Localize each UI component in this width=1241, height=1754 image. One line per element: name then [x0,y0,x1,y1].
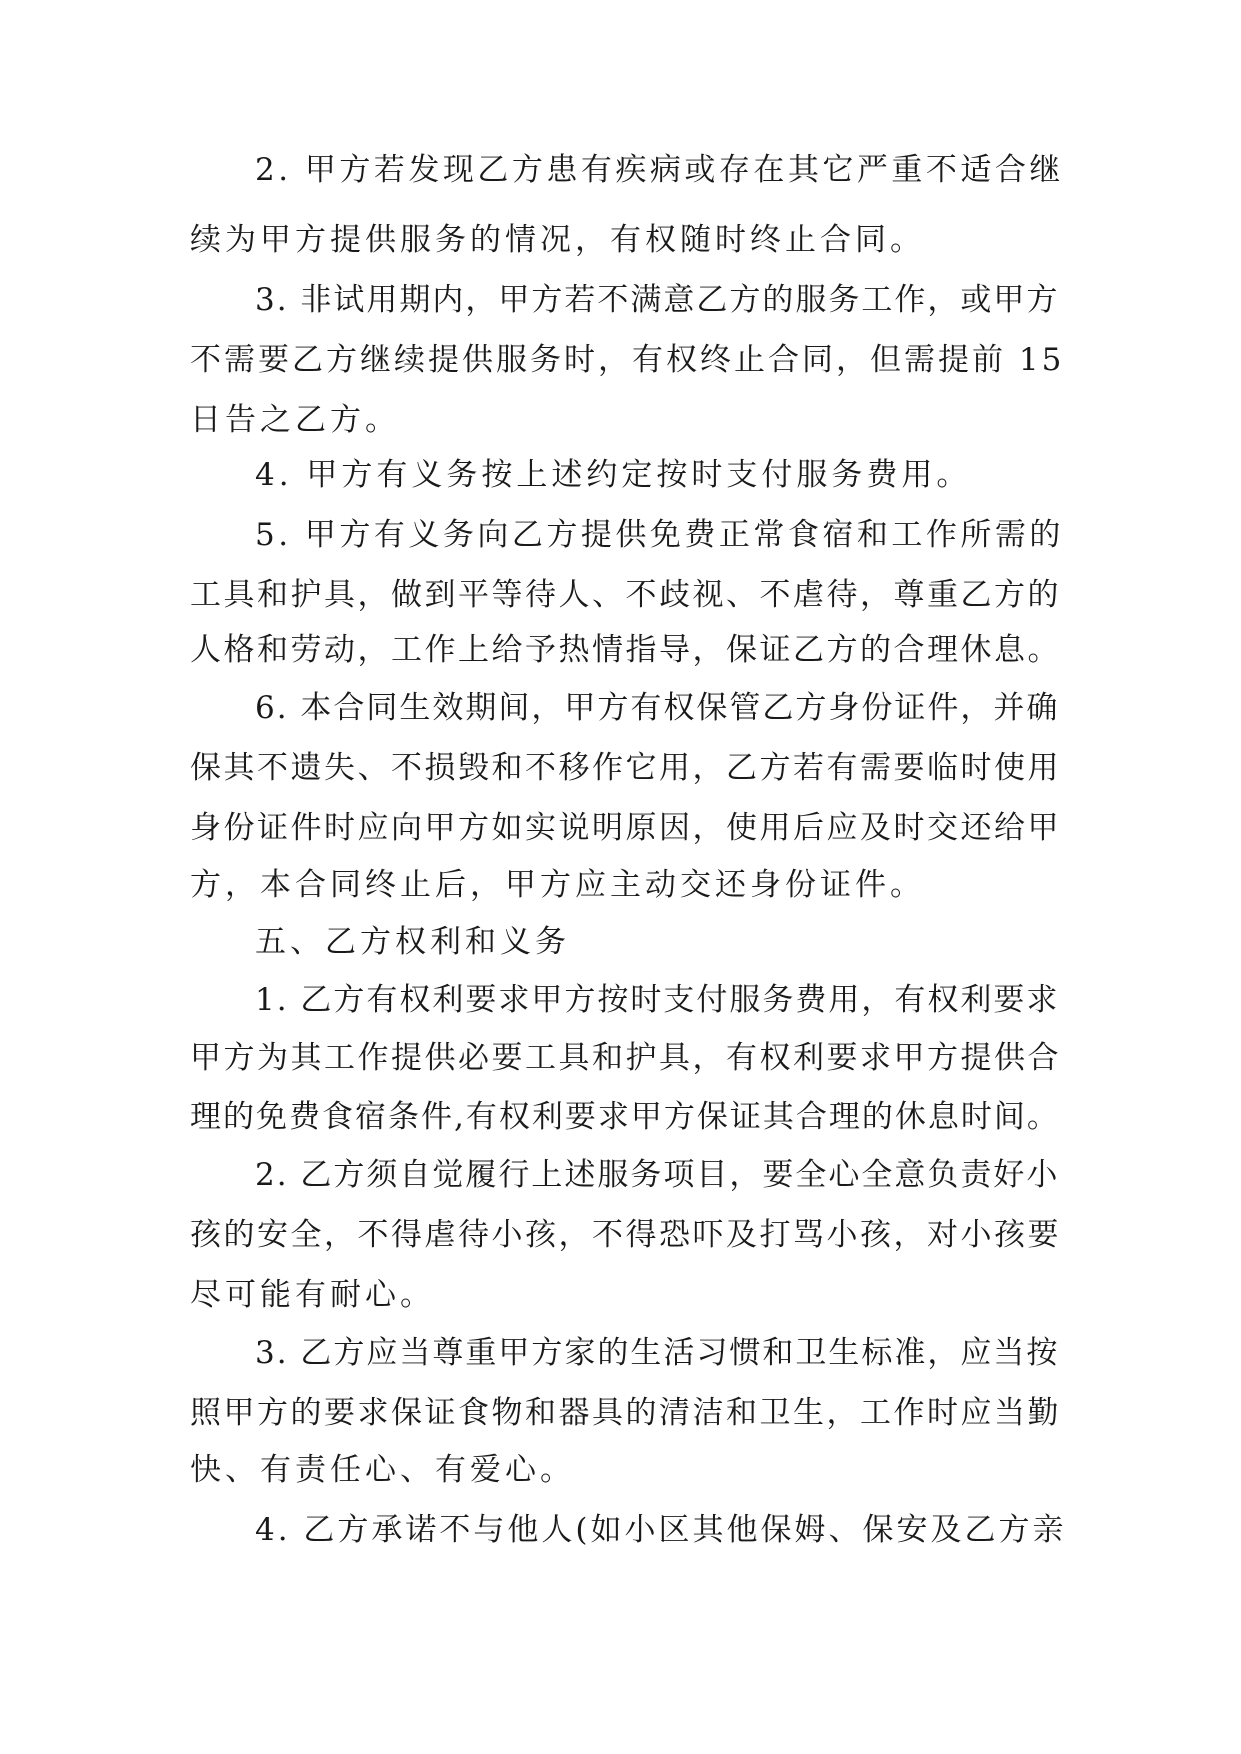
text-line: 3. 非试用期内，甲方若不满意乙方的服务工作，或甲方 [255,282,1060,318]
text-line: 孩的安全，不得虐待小孩，不得恐吓及打骂小孩，对小孩要 [190,1217,1061,1253]
text-line: 2. 甲方若发现乙方患有疾病或存在其它严重不适合继 [255,152,1064,188]
text-line: 5. 甲方有义务向乙方提供免费正常食宿和工作所需的 [255,517,1064,553]
text-line: 1. 乙方有权利要求甲方按时支付服务费用，有权利要求 [255,982,1060,1018]
text-line: 日告之乙方。 [190,402,400,438]
text-line: 3. 乙方应当尊重甲方家的生活习惯和卫生标准，应当按 [255,1335,1060,1371]
text-line: 4. 乙方承诺不与他人(如小区其他保姆、保安及乙方亲 [255,1512,1067,1548]
section-heading: 五、乙方权利和义务 [255,924,570,960]
text-line: 不需要乙方继续提供服务时，有权终止合同，但需提前 15 [190,342,1065,378]
text-line: 理的免费食宿条件,有权利要求甲方保证其合理的休息时间。 [190,1099,1060,1135]
text-line: 甲方为其工作提供必要工具和护具，有权利要求甲方提供合 [190,1040,1061,1076]
text-line: 尽可能有耐心。 [190,1277,435,1313]
text-line: 2. 乙方须自觉履行上述服务项目，要全心全意负责好小 [255,1157,1060,1193]
text-line: 工具和护具，做到平等待人、不歧视、不虐待，尊重乙方的 [190,577,1061,613]
text-line: 快、有责任心、有爱心。 [190,1452,575,1488]
text-line: 方，本合同终止后，甲方应主动交还身份证件。 [190,867,925,903]
text-line: 保其不遗失、不损毁和不移作它用，乙方若有需要临时使用 [190,750,1061,786]
text-line: 6. 本合同生效期间，甲方有权保管乙方身份证件，并确 [255,690,1060,726]
text-line: 4. 甲方有义务按上述约定按时支付服务费用。 [255,457,972,493]
text-line: 身份证件时应向甲方如实说明原因，使用后应及时交还给甲 [190,810,1061,846]
text-line: 人格和劳动，工作上给予热情指导，保证乙方的合理休息。 [190,632,1061,668]
text-line: 续为甲方提供服务的情况，有权随时终止合同。 [190,222,925,258]
text-line: 照甲方的要求保证食物和器具的清洁和卫生，工作时应当勤 [190,1395,1061,1431]
